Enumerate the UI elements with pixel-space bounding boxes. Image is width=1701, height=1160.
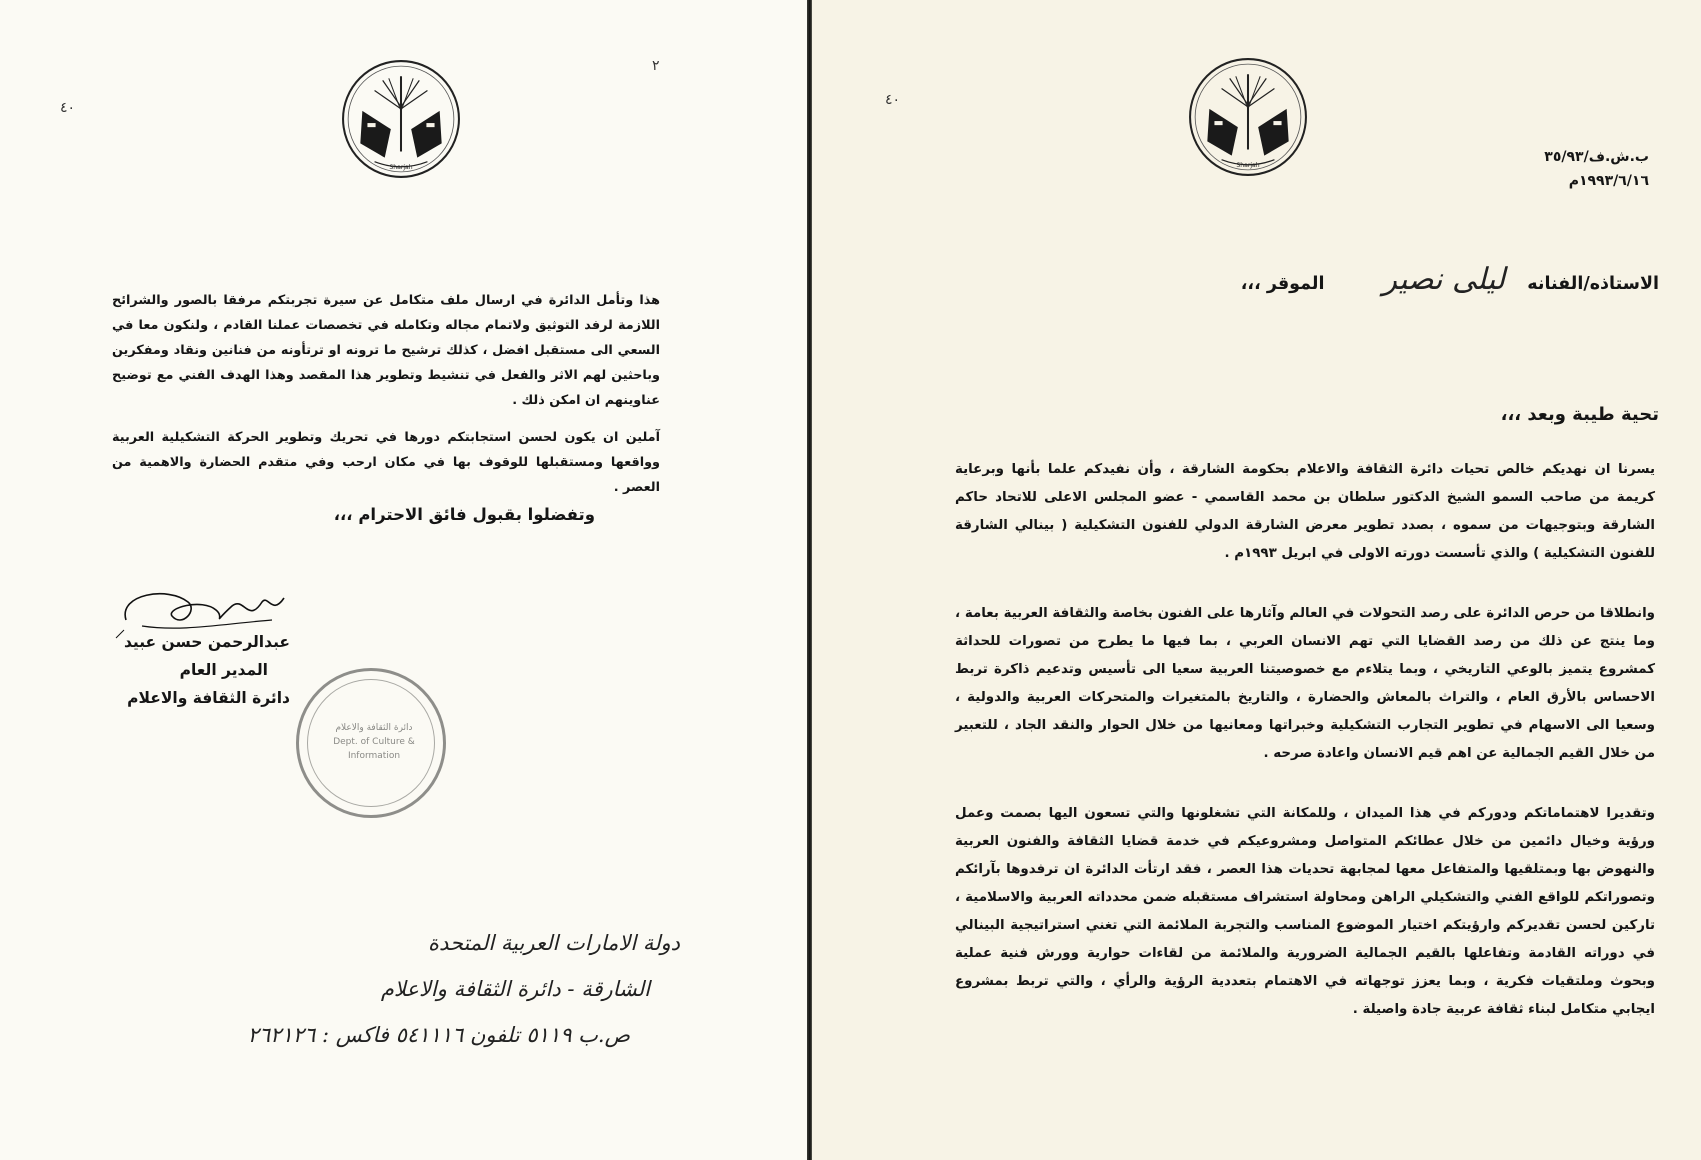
corner-mark: ٤٠ [885, 92, 901, 108]
letter-page-2 [0, 0, 807, 1160]
svg-text:Sharjah: Sharjah [389, 163, 413, 171]
letter-page-1 [812, 0, 1701, 1160]
signatory-name: عبدالرحمن حسن عبيد [123, 633, 290, 651]
body-paragraph: وانطلاقا من حرص الدائرة على رصد التحولات في العالم وآثارها على الفنون بخاصة والثقافة العربية بعامة ، وما ينتج عن ذلك من رصد القضايا التي تهم الانسان العربي ، بما فيها ما يطرح من تصورات للحداثة كمشروع يتميز بالوعي التاريخي ، وبما يتلاءم مع خصوصيتنا العربية سعيا الى تأسيس وتدعيم ذاكرة تربط الاحساس بالأرق العام ، والتراث بالمعاش والحضارة ، والتاريخ بالمتغيرات والمتحركات العربية والدولية ، وسعيا الى الاسهام في تطوير التجارب التشكيلية وخبراتها ومعانيها من خلال الحوار والنقد الجاد ، للتعبير من خلال القيم الجمالية عن اهم قيم الانسان واعادة صرحه . [955, 606, 1655, 761]
recipient-line [839, 262, 1659, 302]
corner-mark: ٤٠ [60, 100, 76, 116]
handwritten-address [120, 920, 680, 1058]
address-line: الشارقة - دائرة الثقافة والاعلام [380, 977, 650, 1001]
reference-block [1449, 145, 1649, 193]
stamp-text [319, 721, 429, 763]
signature-block [90, 628, 290, 712]
page-number: ٢ [652, 58, 660, 74]
body-paragraph: وتقديرا لاهتماماتكم ودوركم في هذا الميدان ، وللمكانة التي تشغلونها والتي تسعون اليها بصمت وعمل ورؤية وخيال دائمين من خلال عطائكم المتواصل ومشروعيكم في خدمة قضايا الثقافة والفنون العربية والنهوض بها وبمتلقيها والمتفاعل معها لمجابهة تحديات هذا العصر ، فقد ارتأت الدائرة ان ترفدوها بآرائكم وتصوراتكم للواقع الفني والتشكيلي الراهن ومحاولة استشراف مستقبله ضمن محدداته العربية والاسلامية ، تاركين لحسن تقديركم وارؤيتكم اختيار الموضوع المناسب والتجربة الملائمة التي تغني استراتيجية البينالي في دوراته القادمة وتفاعلها بالقيم الجمالية الضرورية والملائمة من لقاءات حوارية وورش فنية عملية وبحوث وملتقيات فكرية ، وبما يعزز توجهاته في الاهتمام بتعددية الرؤية والرأي ، والتي تربط بمشروع ايجابي متكامل لبناء ثقافة عربية جادة واصيلة . [955, 806, 1655, 1017]
letter-body [955, 456, 1655, 1024]
recipient-name: ليلى نصير [1382, 262, 1506, 297]
signatory-title: المدير العام [179, 661, 268, 679]
body-paragraph: يسرنا ان نهديكم خالص تحيات دائرة الثقافة والاعلام بحكومة الشارقة ، وأن نفيدكم علما بأنها وبرعاية كريمة من صاحب السمو الشيخ الدكتور سلطان بن محمد القاسمي - عضو المجلس الاعلى للاتحاد حاكم الشارقة وبتوجيهات من سموه ، بصدد تطوير معرض الشارقة الدولي للفنون التشكيلية ( بينالي الشارقة للفنون التشكيلية ) والذي تأسست دورته الاولى في ابريل ١٩٩٣م . [955, 462, 1655, 561]
stamp-english-line2: Information [347, 751, 401, 761]
body-paragraph: آملين ان يكون لحسن استجابتكم دورها في تحريك وتطوير الحركة التشكيلية العربية وواقعها ومستقبلها للوقوف بها في مكان ارحب وفي متقدم الحضارة والاهمية من العصر . [112, 430, 660, 495]
letter-body [112, 288, 660, 500]
address-line: ص.ب ٥١١٩ تلفون ٥٤١١١٦ فاكس : ٢٦٢١٢٦ [247, 1023, 630, 1047]
svg-text:Sharjah: Sharjah [1236, 161, 1260, 169]
stamp-english-line1: Dept. of Culture & [333, 737, 415, 747]
address-line: دولة الامارات العربية المتحدة [427, 931, 680, 955]
official-stamp [296, 668, 446, 818]
signatory-department: دائرة الثقافة والاعلام [127, 689, 290, 707]
stamp-arabic: دائرة الثقافة والاعلام [335, 723, 413, 733]
greeting: تحية طيبة وبعد ،،، [1500, 404, 1659, 425]
body-paragraph: هذا وتأمل الدائرة في ارسال ملف متكامل عن سيرة تجربتكم مرفقا بالصور والشرائح اللازمة لرفد التوثيق ولاتمام مجاله وتكامله في تخصصات عملنا القادم ، ولنكون معا في السعي الى مستقبل افضل ، كذلك ترشيح ما ترونه او ترتأونه من فنانين ونقاد ومفكرين وباحثين لهم الاثر والفعل في تنشيط وتطوير هذا المقصد وهذا الهدف الفني مع توضيح عناوينهم ان امكن ذلك . [112, 293, 660, 408]
salutation-prefix: الاستاذه/الفنانه [1527, 274, 1659, 294]
recipient-honorific: الموقر ،،، [1240, 274, 1325, 294]
sharjah-emblem-icon [340, 58, 462, 180]
closing-line: وتفضلوا بقبول فائق الاحترام ،،، [333, 505, 595, 524]
reference-number: ب.ش.ف/٣٥/٩٣ [1544, 149, 1649, 165]
letter-date: ١٩٩٣/٦/١٦م [1568, 173, 1649, 189]
sharjah-emblem-icon [1187, 56, 1309, 178]
